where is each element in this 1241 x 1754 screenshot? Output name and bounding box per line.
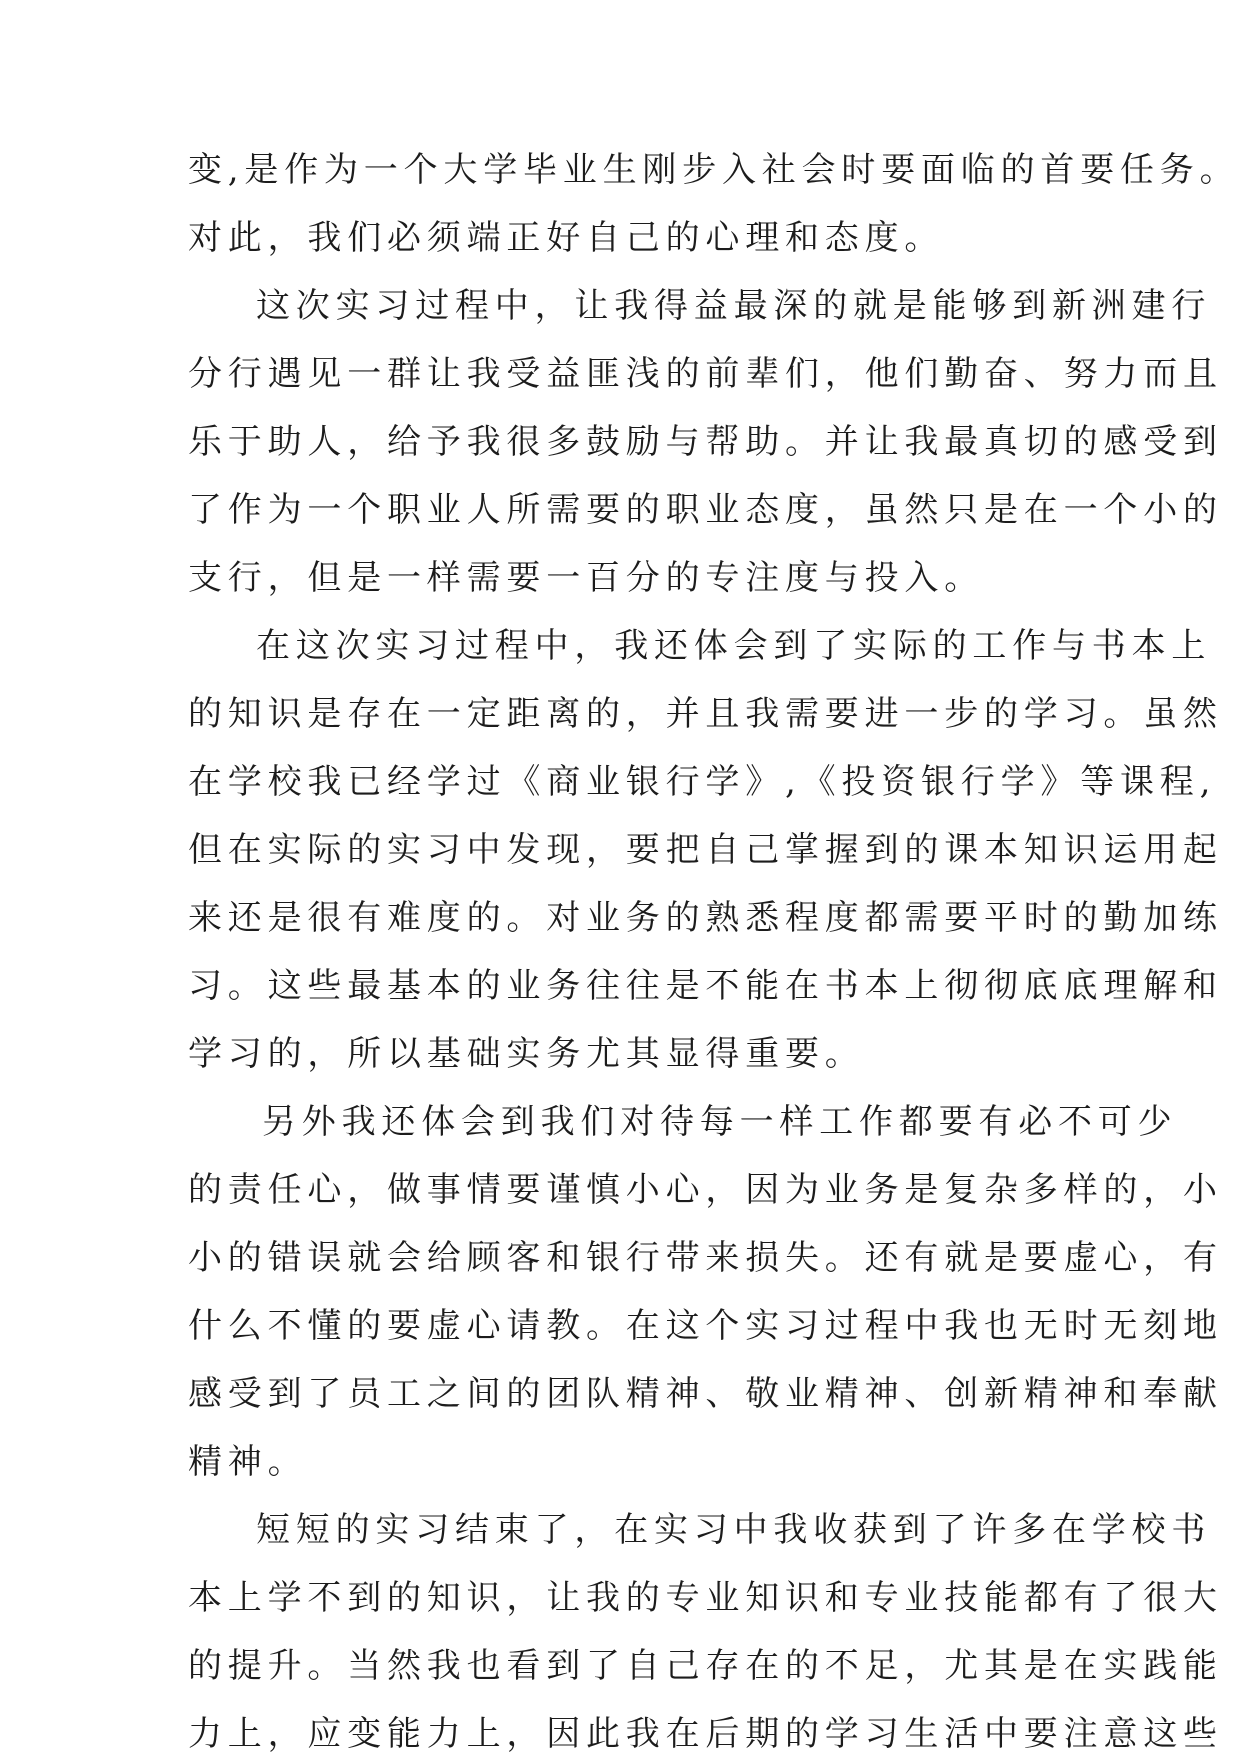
text-line: 但在实际的实习中发现，要把自己掌握到的课本知识运用起 <box>188 830 1223 870</box>
text-line: 另外我还体会到我们对待每一样工作都要有必不可少 <box>262 1102 1178 1142</box>
text-line: 变,是作为一个大学毕业生刚步入社会时要面临的首要任务。 <box>188 150 1240 190</box>
text-line: 的知识是存在一定距离的，并且我需要进一步的学习。虽然 <box>188 694 1223 734</box>
text-line: 来还是很有难度的。对业务的熟悉程度都需要平时的勤加练 <box>188 898 1223 938</box>
text-line: 的提升。当然我也看到了自己存在的不足，尤其是在实践能 <box>188 1646 1223 1686</box>
text-line: 在这次实习过程中，我还体会到了实际的工作与书本上 <box>256 626 1212 666</box>
text-line: 精神。 <box>188 1442 308 1482</box>
text-line: 这次实习过程中，让我得益最深的就是能够到新洲建行 <box>256 286 1212 326</box>
text-line: 对此，我们必须端正好自己的心理和态度。 <box>188 218 945 258</box>
text-line: 分行遇见一群让我受益匪浅的前辈们，他们勤奋、努力而且 <box>188 354 1223 394</box>
text-line: 什么不懂的要虚心请教。在这个实习过程中我也无时无刻地 <box>188 1306 1223 1346</box>
text-line: 学习的，所以基础实务尤其显得重要。 <box>188 1034 865 1074</box>
text-line: 习。这些最基本的业务往往是不能在书本上彻彻底底理解和 <box>188 966 1223 1006</box>
text-line: 支行，但是一样需要一百分的专注度与投入。 <box>188 558 984 598</box>
text-line: 的责任心，做事情要谨慎小心，因为业务是复杂多样的，小 <box>188 1170 1223 1210</box>
text-line: 力上，应变能力上，因此我在后期的学习生活中要注意这些 <box>188 1714 1223 1754</box>
text-line: 小的错误就会给顾客和银行带来损失。还有就是要虚心，有 <box>188 1238 1223 1278</box>
text-line: 了作为一个职业人所需要的职业态度，虽然只是在一个小的 <box>188 490 1223 530</box>
text-line: 感受到了员工之间的团队精神、敬业精神、创新精神和奉献 <box>188 1374 1223 1414</box>
text-line: 在学校我已经学过《商业银行学》,《投资银行学》等课程, <box>188 762 1217 802</box>
text-line: 乐于助人，给予我很多鼓励与帮助。并让我最真切的感受到 <box>188 422 1223 462</box>
text-line: 本上学不到的知识，让我的专业知识和专业技能都有了很大 <box>188 1578 1223 1618</box>
text-line: 短短的实习结束了，在实习中我收获到了许多在学校书 <box>256 1510 1212 1550</box>
